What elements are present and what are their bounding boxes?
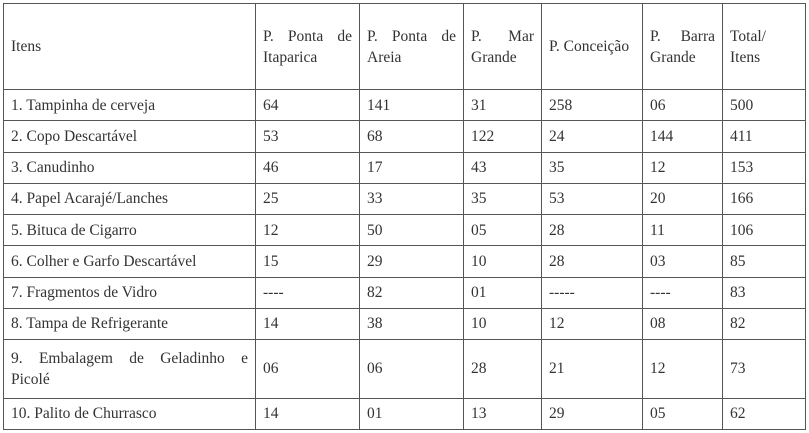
header-total-line2: Itens (730, 48, 761, 66)
value-cell: 14 (256, 308, 360, 339)
value-cell: 144 (643, 121, 723, 152)
table-row (4, 90, 806, 121)
value-cell: 05 (643, 398, 723, 429)
item-name: 5. Bituca de Cigarro (4, 215, 256, 246)
item-name: 1. Tampinha de cerveja (4, 90, 256, 121)
value-cell: 24 (542, 121, 643, 152)
value-cell: 05 (464, 215, 542, 246)
value-cell: 01 (464, 277, 542, 308)
item-name (4, 340, 256, 399)
value-cell: 10 (464, 246, 542, 277)
total-cell: 73 (723, 340, 806, 399)
table-row (4, 340, 806, 399)
value-cell: 14 (256, 398, 360, 429)
value-cell: 03 (643, 246, 723, 277)
table-row (4, 398, 806, 429)
header-total-line1: Total/ (730, 27, 766, 45)
value-cell: 28 (464, 340, 542, 399)
value-cell: 12 (643, 340, 723, 399)
table-row (4, 215, 806, 246)
value-cell: 12 (542, 308, 643, 339)
header-barra-grande-line1: P. Barra (650, 27, 715, 45)
header-conceicao: P. Conceição (542, 4, 643, 90)
value-cell: 28 (542, 246, 643, 277)
value-cell: 33 (360, 183, 464, 214)
table-row (4, 277, 806, 308)
item-name: 7. Fragmentos de Vidro (4, 277, 256, 308)
value-cell: 141 (360, 90, 464, 121)
value-cell: 43 (464, 152, 542, 183)
value-cell: 13 (464, 398, 542, 429)
item-name: 2. Copo Descartável (4, 121, 256, 152)
header-ponta-areia-line1: P. Ponta de (367, 27, 456, 45)
item-name: 10. Palito de Churrasco (4, 398, 256, 429)
value-cell: 31 (464, 90, 542, 121)
value-cell: 50 (360, 215, 464, 246)
total-cell: 82 (723, 308, 806, 339)
value-cell: 82 (360, 277, 464, 308)
item-name-line2: Picolé (11, 370, 50, 388)
value-cell: 08 (643, 308, 723, 339)
value-cell: 46 (256, 152, 360, 183)
item-name: 4. Papel Acarajé/Lanches (4, 183, 256, 214)
value-cell: ----- (542, 277, 643, 308)
value-cell: 17 (360, 152, 464, 183)
value-cell: 01 (360, 398, 464, 429)
total-cell: 83 (723, 277, 806, 308)
value-cell: 258 (542, 90, 643, 121)
value-cell: 06 (256, 340, 360, 399)
value-cell: 06 (643, 90, 723, 121)
value-cell: 10 (464, 308, 542, 339)
total-cell: 62 (723, 398, 806, 429)
value-cell: ---- (643, 277, 723, 308)
header-ponta-areia-line2: Areia (367, 48, 402, 66)
total-cell: 411 (723, 121, 806, 152)
item-name: 3. Canudinho (4, 152, 256, 183)
header-total (723, 4, 806, 90)
value-cell: 20 (643, 183, 723, 214)
value-cell: 68 (360, 121, 464, 152)
total-cell: 500 (723, 90, 806, 121)
value-cell: 21 (542, 340, 643, 399)
value-cell: 11 (643, 215, 723, 246)
header-mar-grande (464, 4, 542, 90)
header-barra-grande-line2: Grande (650, 48, 696, 66)
value-cell: 38 (360, 308, 464, 339)
item-name: 8. Tampa de Refrigerante (4, 308, 256, 339)
table-row (4, 121, 806, 152)
table-row (4, 152, 806, 183)
value-cell: 53 (256, 121, 360, 152)
item-name: 6. Colher e Garfo Descartável (4, 246, 256, 277)
value-cell: 12 (643, 152, 723, 183)
value-cell: 122 (464, 121, 542, 152)
value-cell: 28 (542, 215, 643, 246)
value-cell: 35 (464, 183, 542, 214)
header-ponta-areia (360, 4, 464, 90)
header-ponta-itaparica (256, 4, 360, 90)
header-ponta-itaparica-line2: Itaparica (263, 48, 318, 66)
item-name-line1: 9. Embalagem de Geladinho e (11, 349, 248, 367)
header-mar-grande-line1: P. Mar (471, 27, 534, 45)
value-cell: ---- (256, 277, 360, 308)
litter-table (3, 3, 806, 430)
total-cell: 106 (723, 215, 806, 246)
value-cell: 29 (542, 398, 643, 429)
total-cell: 85 (723, 246, 806, 277)
value-cell: 25 (256, 183, 360, 214)
table-row (4, 246, 806, 277)
value-cell: 64 (256, 90, 360, 121)
table-row (4, 308, 806, 339)
header-items: Itens (4, 4, 256, 90)
header-barra-grande (643, 4, 723, 90)
value-cell: 29 (360, 246, 464, 277)
total-cell: 153 (723, 152, 806, 183)
value-cell: 53 (542, 183, 643, 214)
value-cell: 15 (256, 246, 360, 277)
header-mar-grande-line2: Grande (471, 48, 517, 66)
header-ponta-itaparica-line1: P. Ponta de (263, 27, 352, 45)
table-row (4, 183, 806, 214)
total-cell: 166 (723, 183, 806, 214)
value-cell: 06 (360, 340, 464, 399)
header-row (4, 4, 806, 90)
value-cell: 35 (542, 152, 643, 183)
value-cell: 12 (256, 215, 360, 246)
